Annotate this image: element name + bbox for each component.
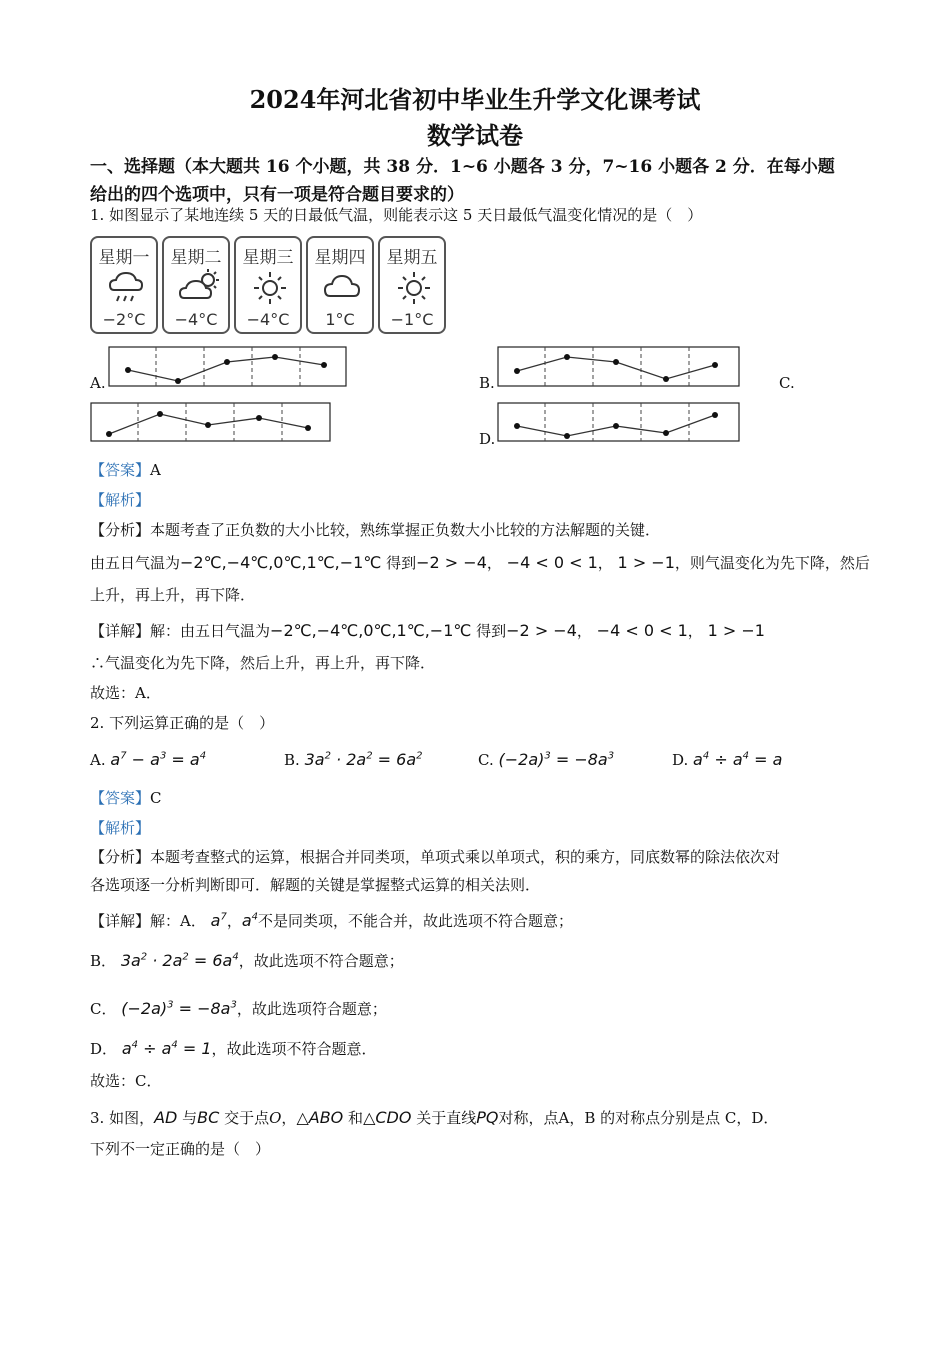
- q1-guxuan: 故选：A．: [90, 684, 161, 702]
- q2-answer: 【答案】C: [90, 789, 162, 807]
- rain-cloud-icon: [106, 268, 146, 308]
- q2-guxuan: 故选：C．: [90, 1072, 162, 1090]
- q1-xiangjie-line2: ∴气温变化为先下降，然后上升，再上升，再下降．: [90, 654, 436, 672]
- exam-subtitle: 数学试卷: [427, 121, 523, 150]
- card-temp: 1°C: [325, 310, 355, 329]
- card-day: 星期三: [242, 248, 294, 268]
- q2-option-d[interactable]: D. $a^4 \div a^4 = a$: [672, 750, 783, 769]
- sun-icon: [250, 268, 290, 308]
- cloud-icon: [322, 268, 362, 308]
- q2-option-b[interactable]: B. $3a^2 \cdot 2a^2 = 6a^2$: [284, 750, 423, 769]
- q1-stem: 1. 如图显示了某地连续 5 天的日最低气温，则能表示这 5 天日最低气温变化情况的是（ ）: [90, 206, 703, 224]
- weather-card-2: [162, 236, 230, 334]
- section-header-line2: 给出的四个选项中，只有一项是符合题目要求的）: [90, 185, 464, 205]
- card-day: 星期二: [170, 248, 222, 268]
- q2-stem: 2. 下列运算正确的是（ ）: [90, 714, 275, 732]
- option-d-graph[interactable]: [497, 402, 741, 443]
- q2-analysis-label: 【解析】: [90, 819, 151, 837]
- weather-card-4: [306, 236, 374, 334]
- q2-option-c[interactable]: C. $(-2a)^3 = -8a^3$: [478, 750, 615, 769]
- card-temp: −2°C: [102, 310, 146, 329]
- q1-fenxi: 【分析】本题考查了正负数的大小比较，熟练掌握正负数大小比较的方法解题的关键．: [90, 521, 661, 539]
- card-day: 星期一: [98, 248, 150, 268]
- option-b-graph[interactable]: [497, 346, 741, 388]
- q1-analysis-line1: 由五日气温为−2℃,−4℃,0℃,1℃,−1℃ 得到−2 > −4， −4 < 0 < 1， 1 > −1，则气温变化为先下降，然后: [90, 553, 870, 572]
- weather-card-5: [378, 236, 446, 334]
- option-b-label: B.: [479, 374, 495, 392]
- q1-analysis-line2: 上升，再上升，再下降．: [90, 586, 256, 604]
- q2-xiangjie-b: B． $3a^2 \cdot 2a^2 = 6a^4$，故此选项不符合题意；: [90, 951, 404, 970]
- card-temp: −4°C: [246, 310, 290, 329]
- q3-stem-line2: 下列不一定正确的是（ ）: [90, 1140, 271, 1158]
- option-a-label: A.: [90, 374, 106, 392]
- sun-cloud-icon: [178, 268, 222, 308]
- q2-xiangjie-d: D． $a^4 \div a^4 = 1$，故此选项不符合题意．: [90, 1039, 377, 1058]
- card-temp: −4°C: [174, 310, 218, 329]
- q2-xiangjie-a: 【详解】解：A． $a^7$，$a^4$不是同类项，不能合并，故此选项不符合题意；: [90, 911, 574, 930]
- sun-icon: [394, 268, 434, 308]
- card-day: 星期四: [314, 248, 366, 268]
- q1-xiangjie: 【详解】解：由五日气温为−2℃,−4℃,0℃,1℃,−1℃ 得到−2 > −4， −4 < 0 < 1， 1 > −1: [90, 621, 765, 640]
- q1-answer: 【答案】A: [90, 461, 161, 479]
- q1-analysis-label: 【解析】: [90, 491, 151, 509]
- card-day: 星期五: [386, 248, 438, 268]
- weather-card-3: [234, 236, 302, 334]
- option-d-label: D.: [479, 430, 496, 448]
- section-header-line1: 一、选择题（本大题共 16 个小题，共 38 分．1~6 小题各 3 分，7~16 小题各 2 分．在每小题: [90, 157, 835, 177]
- option-c-graph[interactable]: [90, 402, 332, 443]
- weather-card-1: [90, 236, 158, 334]
- q2-option-a[interactable]: A. $a^7 - a^3 = a^4$: [90, 750, 207, 769]
- option-c-label: C.: [779, 374, 795, 392]
- exam-title: 2024年河北省初中毕业生升学文化课考试: [249, 85, 701, 114]
- q2-fenxi-line2: 各选项逐一分析判断即可．解题的关键是掌握整式运算的相关法则．: [90, 876, 541, 894]
- q3-stem-line1: 3. 如图，AD 与BC 交于点O，△ABO 和△CDO 关于直线PQ对称，点A，B 的对称点分别是点 C，D．: [90, 1108, 779, 1127]
- q2-fenxi-line1: 【分析】本题考查整式的运算，根据合并同类项，单项式乘以单项式，积的乘方，同底数幂的除法依次对: [90, 848, 781, 866]
- option-a-graph[interactable]: [108, 346, 348, 388]
- q2-xiangjie-c: C． $(-2a)^3 = -8a^3$，故此选项符合题意；: [90, 999, 387, 1018]
- card-temp: −1°C: [390, 310, 434, 329]
